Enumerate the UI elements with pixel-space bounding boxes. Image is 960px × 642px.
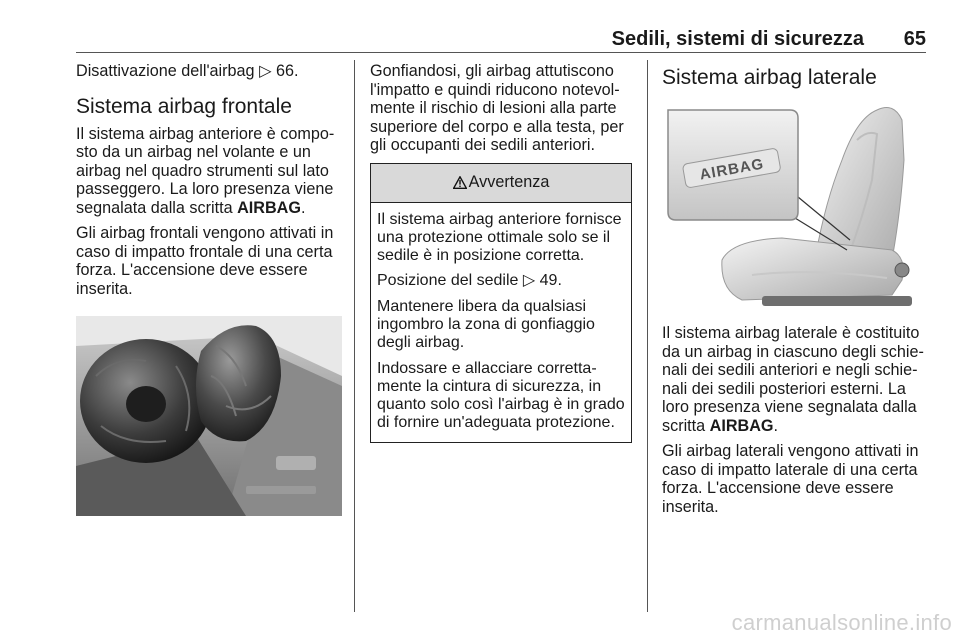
- page-ref-link[interactable]: 66.: [276, 62, 299, 80]
- triangle-right-icon: ▷: [259, 62, 272, 80]
- column-3: [662, 62, 924, 523]
- page-number: 65: [903, 28, 926, 50]
- column-1: [76, 62, 342, 516]
- side-airbag-paragraph-2: Gli airbag laterali vengono attivati in caso di impatto laterale di una certa forza. L'accensione deve essere inserita.: [662, 442, 919, 516]
- warning-triangle-icon: [453, 176, 467, 189]
- frontal-airbag-paragraph-1: Il sistema airbag anteriore è compo-sto da un airbag nel volante e un airbag nel quadro strumenti sul lato passeggero. La loro presenza viene segnalata dalla scritta AIRBAG.: [76, 124, 335, 217]
- warning-paragraph-1: Il sistema airbag anteriore fornisce una protezione ottimale solo se il sedile è in posizione corretta.: [377, 210, 622, 265]
- column-2: [370, 62, 632, 443]
- triangle-right-icon: ▷: [522, 272, 536, 290]
- warning-paragraph-4: Indossare e allacciare corretta-mente la cintura di sicurezza, in quanto solo così l'airbag è in grado di fornire un'adeguata protezione.: [377, 359, 625, 432]
- frontal-airbag-paragraph-2: Gli airbag frontali vengono attivati in caso di impatto frontale di una certa forza. L'accensione deve essere inserita.: [76, 224, 334, 298]
- frontal-airbag-heading: Sistema airbag frontale: [76, 94, 292, 118]
- airbag-inflation-paragraph: Gonfiandosi, gli airbag attutiscono l'impatto e quindi riducono notevol-mente il rischio di lesioni alla parte superiore del corpo e alla testa, per gli occupanti dei sedili anteriori.: [370, 62, 624, 154]
- column-divider-1: [354, 60, 355, 612]
- watermark: carmanualsonline.info: [731, 610, 952, 635]
- seat-airbag-label: AIRBAG: [698, 155, 766, 184]
- warning-paragraph-2: Posizione del sedile ▷ 49.: [377, 272, 562, 290]
- frontal-airbag-photo: [76, 316, 342, 516]
- column-divider-2: [647, 60, 648, 612]
- warning-body: [371, 203, 631, 442]
- page-ref-link[interactable]: 49.: [539, 272, 562, 290]
- airbag-deactivation-ref: Disattivazione dell'airbag ▷ 66.: [76, 62, 299, 80]
- warning-title: Avvertenza: [468, 173, 550, 191]
- warning-box: [370, 163, 632, 443]
- section-title: Sedili, sistemi di sicurezza: [611, 28, 864, 50]
- side-airbag-seat-photo: [662, 100, 924, 312]
- warning-header: [371, 164, 631, 203]
- header-divider: [76, 52, 926, 53]
- warning-paragraph-3: Mantenere libera da qualsiasi ingombro la zona di gonfiaggio degli airbag.: [377, 297, 595, 352]
- side-airbag-heading: Sistema airbag laterale: [662, 66, 877, 89]
- side-airbag-paragraph-1: Il sistema airbag laterale è costituito da un airbag in ciascuno degli schie-nali dei sedili anteriori e negli schie-nali dei sedili posteriori esterni. La loro presenza viene segnalata dalla scritta AIRBAG.: [662, 324, 924, 435]
- page-header: [76, 28, 926, 50]
